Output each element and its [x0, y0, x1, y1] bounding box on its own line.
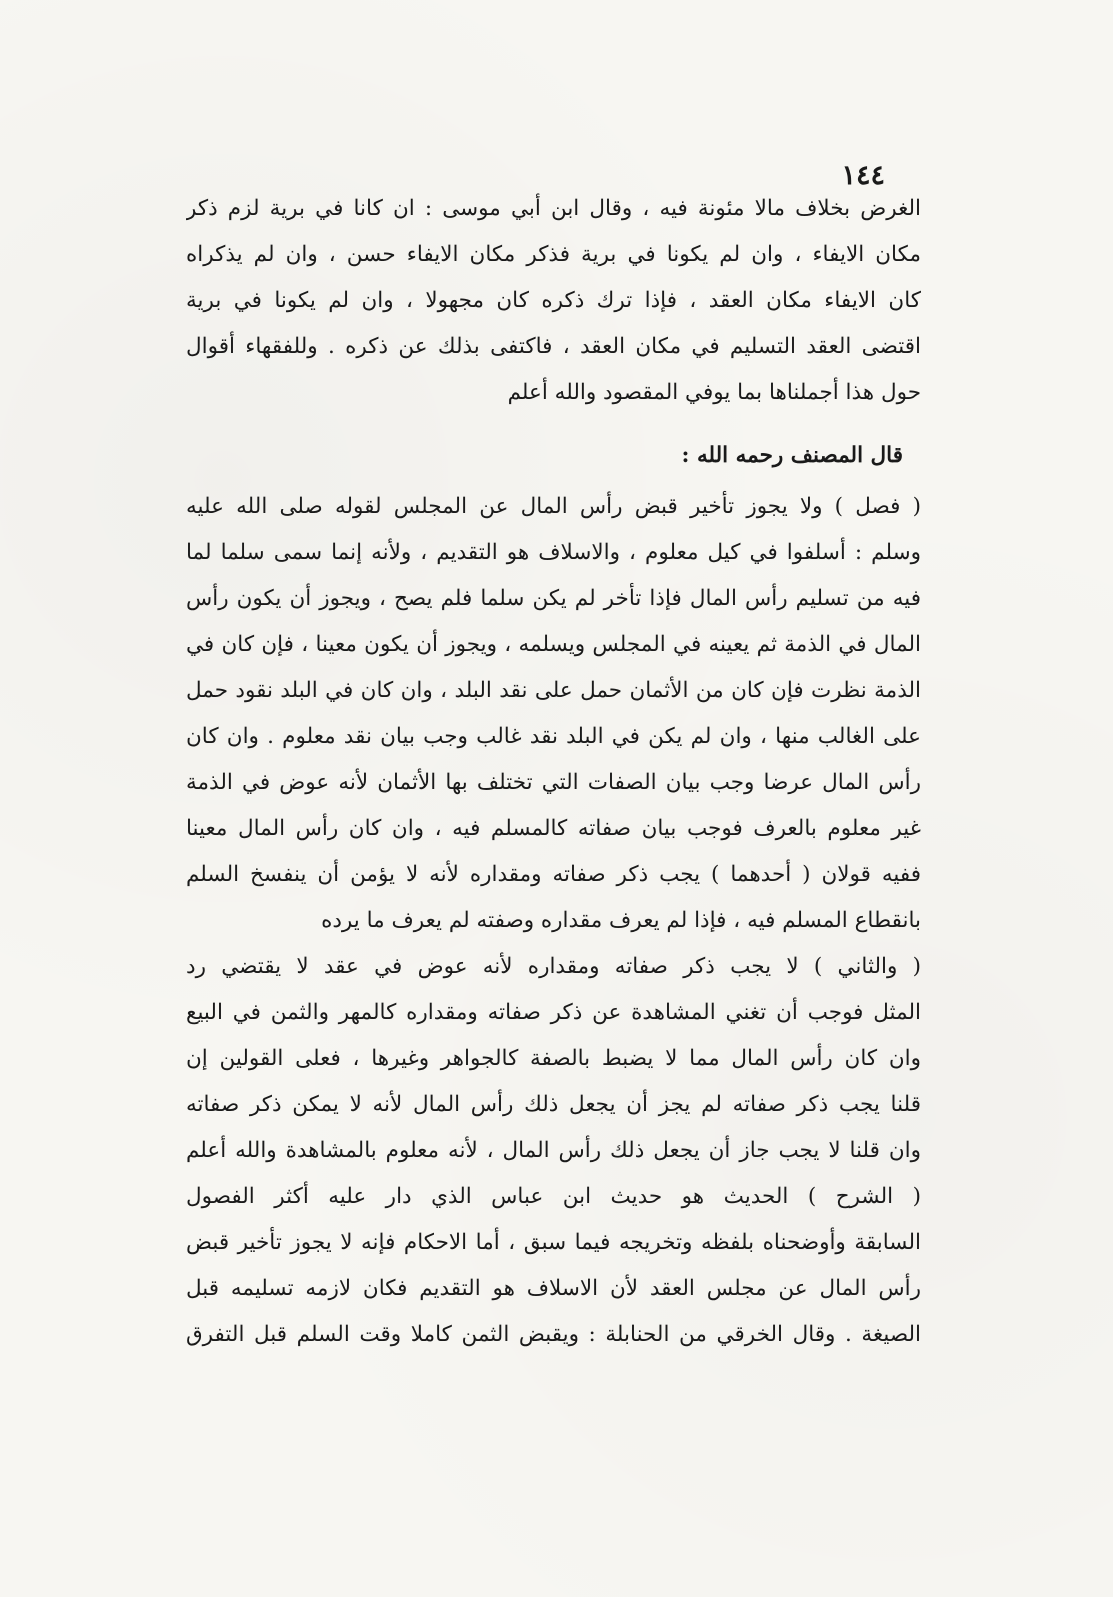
- text-line: ففيه قولان ( أحدهما ) يجب ذكر صفاته ومقداره لأنه لا يؤمن أن ينفسخ السلم: [186, 862, 921, 887]
- text-line: اقتضى العقد التسليم في مكان العقد ، فاكتفى بذلك عن ذكره . وللفقهاء أقوال: [186, 334, 921, 359]
- main-text: [186, 484, 921, 1358]
- intro-paragraph: [186, 186, 921, 416]
- text-line: الغرض بخلاف مالا مئونة فيه ، وقال ابن أبي موسى : ان كانا في برية لزم ذكر: [186, 196, 921, 221]
- text-line: ( والثاني ) لا يجب ذكر صفاته ومقداره لأنه عوض في عقد لا يقتضي رد: [186, 954, 921, 979]
- text-line: الصيغة . وقال الخرقي من الحنابلة : ويقبض الثمن كاملا وقت السلم قبل التفرق: [186, 1322, 921, 1347]
- text-line: حول هذا أجملناها بما يوفي المقصود والله أعلم: [507, 380, 921, 405]
- text-line: وان قلنا لا يجب جاز أن يجعل ذلك رأس المال ، لأنه معلوم بالمشاهدة والله أعلم: [186, 1138, 921, 1163]
- text-line: المثل فوجب أن تغني المشاهدة عن ذكر صفاته ومقداره كالمهر والثمن في البيع: [186, 1000, 921, 1025]
- text-line: رأس المال عن مجلس العقد لأن الاسلاف هو التقديم فكان لازمه تسليمه قبل: [186, 1276, 921, 1301]
- text-line: السابقة وأوضحناه بلفظه وتخريجه فيما سبق ، أما الاحكام فإنه لا يجوز تأخير قبض: [186, 1230, 921, 1255]
- text-line: ( الشرح ) الحديث هو حديث ابن عباس الذي دار عليه أكثر الفصول: [186, 1184, 921, 1209]
- text-line: ( فصل ) ولا يجوز تأخير قبض رأس المال عن المجلس لقوله صلى الله عليه: [186, 494, 921, 519]
- text-line: وان كان رأس المال مما لا يضبط بالصفة كالجواهر وغيرها ، فعلى القولين إن: [186, 1046, 921, 1071]
- author-heading: قال المصنف رحمه الله :: [681, 443, 903, 468]
- text-line: فيه من تسليم رأس المال فإذا تأخر لم يكن سلما فلم يصح ، ويجوز أن يكون رأس: [186, 586, 921, 611]
- text-line: رأس المال عرضا وجب بيان الصفات التي تختلف بها الأثمان لأنه عوض في الذمة: [186, 770, 921, 795]
- text-line: على الغالب منها ، وان لم يكن في البلد نقد غالب وجب بيان نقد معلوم . وان كان: [186, 724, 921, 749]
- text-line: قلنا يجب ذكر صفاته لم يجز أن يجعل ذلك رأس المال لأنه لا يمكن ذكر صفاته: [186, 1092, 921, 1117]
- text-line: كان الايفاء مكان العقد ، فإذا ترك ذكره كان مجهولا ، وان لم يكونا في برية: [186, 288, 921, 313]
- text-line: غير معلوم بالعرف فوجب بيان صفاته كالمسلم فيه ، وان كان رأس المال معينا: [186, 816, 921, 841]
- text-line: المال في الذمة ثم يعينه في المجلس ويسلمه ، ويجوز أن يكون معينا ، فإن كان في: [186, 632, 921, 657]
- text-line: الذمة نظرت فإن كان من الأثمان حمل على نقد البلد ، وان كان في البلد نقود حمل: [186, 678, 921, 703]
- text-line: وسلم : أسلفوا في كيل معلوم ، والاسلاف هو التقديم ، ولأنه إنما سمى سلما لما: [186, 540, 921, 565]
- text-line: بانقطاع المسلم فيه ، فإذا لم يعرف مقداره وصفته لم يعرف ما يرده: [321, 908, 921, 933]
- text-line: مكان الايفاء ، وان لم يكونا في برية فذكر مكان الايفاء حسن ، وان لم يذكراه: [186, 242, 921, 267]
- page-number: ١٤٤: [841, 160, 885, 191]
